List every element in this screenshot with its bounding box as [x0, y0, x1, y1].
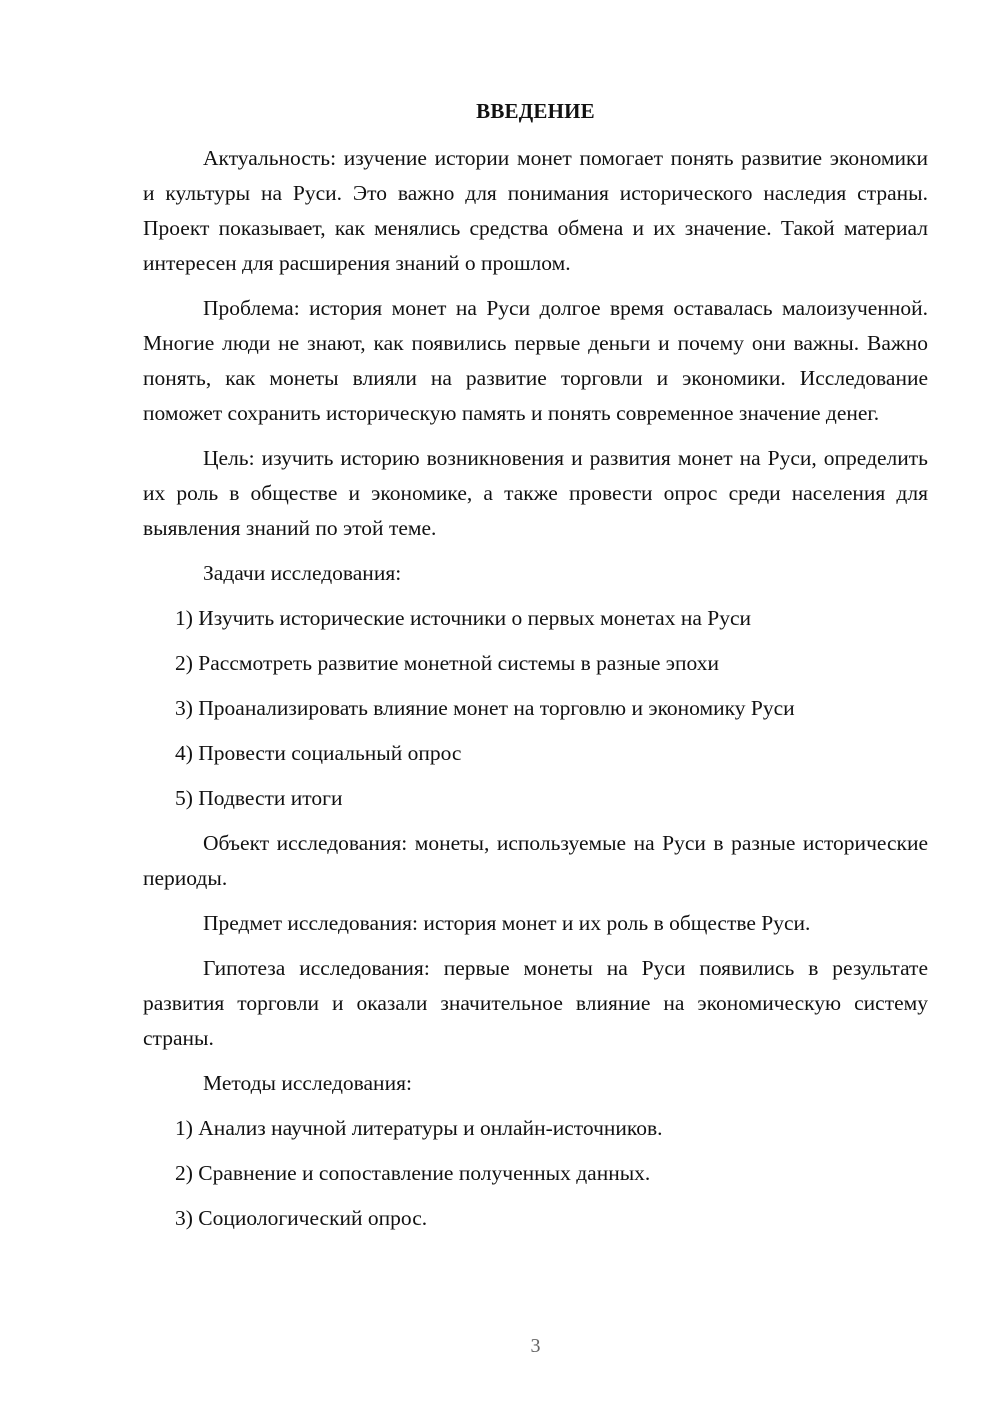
methods-list	[143, 1111, 928, 1236]
list-item: 3) Социологический опрос.	[175, 1206, 428, 1230]
tasks-title: Задачи исследования:	[203, 561, 402, 585]
subject-paragraph: Предмет исследования: история монет и их роль в обществе Руси.	[203, 911, 811, 935]
object-paragraph: Объект исследования: монеты, используемые на Руси в разные исторические периоды.	[143, 831, 928, 890]
hypothesis-paragraph: Гипотеза исследования: первые монеты на Руси появились в результате развития торговли и оказали значительное влияние на экономическую систему страны.	[143, 956, 928, 1050]
methods-title: Методы исследования:	[203, 1071, 412, 1095]
document-page	[143, 0, 928, 1414]
list-item: 3) Проанализировать влияние монет на торговлю и экономику Руси	[175, 696, 795, 720]
page-number: 3	[530, 1335, 541, 1357]
list-item: 5) Подвести итоги	[175, 786, 343, 810]
tasks-list	[143, 601, 928, 816]
list-item: 2) Рассмотреть развитие монетной системы в разные эпохи	[175, 651, 720, 675]
section-heading: ВВЕДЕНИЕ	[476, 99, 595, 123]
goal-paragraph: Цель: изучить историю возникновения и развития монет на Руси, определить их роль в обществе и экономике, а также провести опрос среди населения для выявления знаний по этой теме.	[143, 446, 928, 540]
document-body	[143, 141, 928, 1246]
list-item: 1) Изучить исторические источники о первых монетах на Руси	[175, 606, 752, 630]
list-item: 1) Анализ научной литературы и онлайн-источников.	[175, 1116, 663, 1140]
relevance-paragraph: Актуальность: изучение истории монет помогает понять развитие экономики и культуры на Руси. Это важно для понимания исторического наследия страны. Проект показывает, как менялись средства обмена и их значение. Такой материал интересен для расширения знаний о прошлом.	[143, 146, 928, 275]
problem-paragraph: Проблема: история монет на Руси долгое время оставалась малоизученной. Многие люди не знают, как появились первые деньги и почему они важны. Важно понять, как монеты влияли на развитие торговли и экономики. Исследование поможет сохранить историческую память и понять современное значение денег.	[143, 296, 928, 425]
list-item: 4) Провести социальный опрос	[175, 741, 462, 765]
list-item: 2) Сравнение и сопоставление полученных данных.	[175, 1161, 651, 1185]
